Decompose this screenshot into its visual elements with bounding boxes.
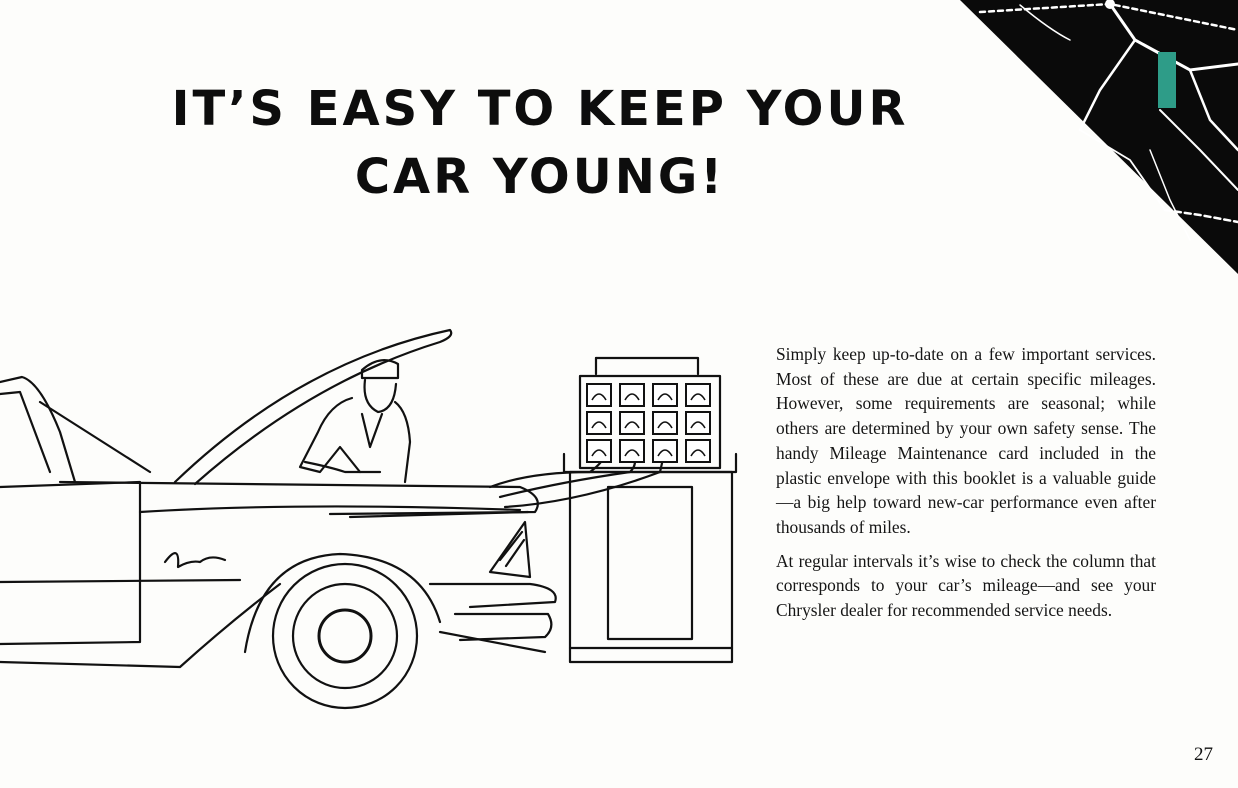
headline-line-2: CAR YOUNG! [354,149,726,205]
headline-line-1: IT’S EASY TO KEEP YOUR [171,81,909,137]
car-service-illustration [0,322,745,722]
body-text [776,342,1156,632]
page-number: 27 [1194,744,1213,765]
paragraph-intro: Simply keep up-to-date on a few important services. Most of these are due at certain specific mileages. However, some requirements are seasonal; while others are determined by your own safety sense. The handy Mileage Maintenance card included in the plastic envelope with this booklet is a valuable guide—a big help toward new-car performance even after thousands of miles. [776,344,1156,537]
headline [60,75,1020,211]
corner-road-map [960,0,1238,274]
paragraph-intervals: At regular intervals it’s wise to check the column that corresponds to your car’s mileage—and see your Chrysler dealer for recommended service needs. [776,550,1156,621]
